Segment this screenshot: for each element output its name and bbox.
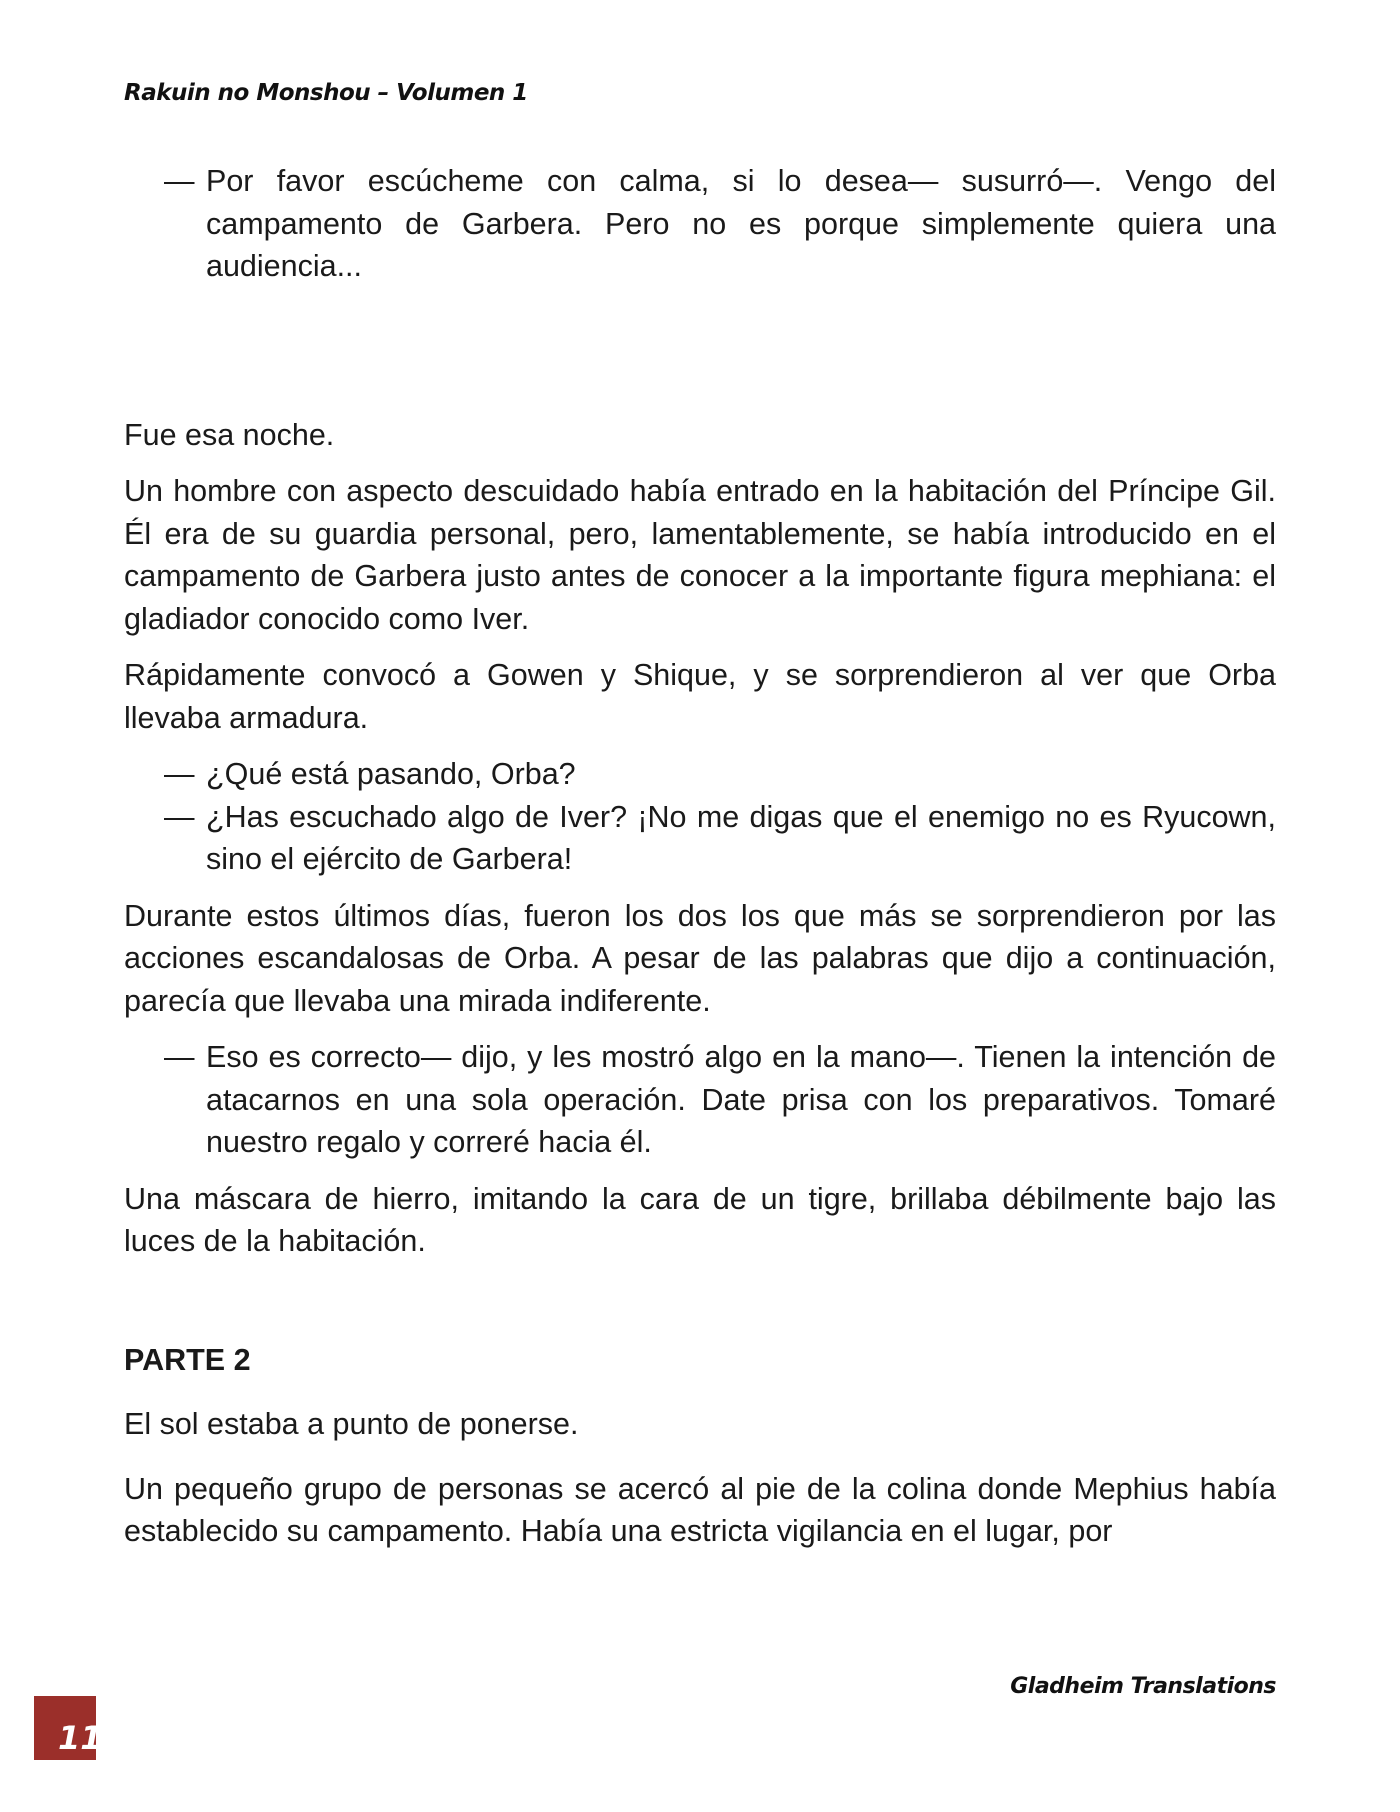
dialogue-text: Eso es correcto— dijo, y les mostró algo en la mano—. Tienen la intención de atacarnos en una sola operación. Date prisa con los preparativos. Tomaré nuestro regalo y correré hacia él. [206, 1040, 1276, 1159]
dialogue-dash: — [164, 164, 195, 198]
section-spacer [124, 1263, 1276, 1339]
paragraph: Rápidamente convocó a Gowen y Shique, y se sorprendieron al ver que Orba llevaba armadura. [124, 658, 1276, 735]
dialogue-dash: — [164, 1040, 195, 1074]
dialogue-dash: — [164, 757, 195, 791]
page-number-underline [34, 1760, 96, 1762]
footer-credit: Gladheim Translations [1010, 1674, 1276, 1699]
paragraph: Durante estos últimos días, fueron los dos los que más se sorprendieron por las acciones escandalosas de Orba. A pesar de las palabras que dijo a continuación, parecía que llevaba una mirada indiferente. [124, 898, 1276, 1018]
section-spacer [124, 288, 1276, 414]
running-header: Rakuin no Monshou – Volumen 1 [124, 80, 528, 106]
paragraph: Una máscara de hierro, imitando la cara de un tigre, brillaba débilmente bajo las luces de la habitación. [124, 1181, 1276, 1258]
paragraph: Un hombre con aspecto descuidado había entrado en la habitación del Príncipe Gil. Él era de su guardia personal, pero, lamentablemente, se había introducido en el campamento de Garbera justo antes de conocer a la importante figura mephiana: el gladiador conocido como Iver. [124, 474, 1276, 636]
paragraph: Un pequeño grupo de personas se acercó al pie de la colina donde Mephius había establecido su campamento. Había una estricta vigilancia en el lugar, por [124, 1471, 1276, 1548]
dialogue-line [124, 753, 1276, 796]
paragraph: Fue esa noche. [124, 417, 335, 452]
section-heading: PARTE 2 [124, 1342, 251, 1377]
page-body [124, 160, 1276, 1553]
dialogue-text: ¿Has escuchado algo de Iver? ¡No me digas que el enemigo no es Ryucown, sino el ejército de Garbera! [206, 799, 1276, 876]
dialogue-line [124, 160, 1276, 288]
dialogue-text: Por favor escúcheme con calma, si lo desea— susurró—. Vengo del campamento de Garbera. Pero no es porque simplemente quiera una audiencia... [206, 164, 1276, 283]
page-number: 11 [58, 1719, 103, 1757]
dialogue-line [124, 796, 1276, 881]
dialogue-line [124, 1036, 1276, 1164]
paragraph: El sol estaba a punto de ponerse. [124, 1407, 579, 1441]
dialogue-text: ¿Qué está pasando, Orba? [206, 757, 576, 791]
dialogue-dash: — [164, 799, 195, 834]
